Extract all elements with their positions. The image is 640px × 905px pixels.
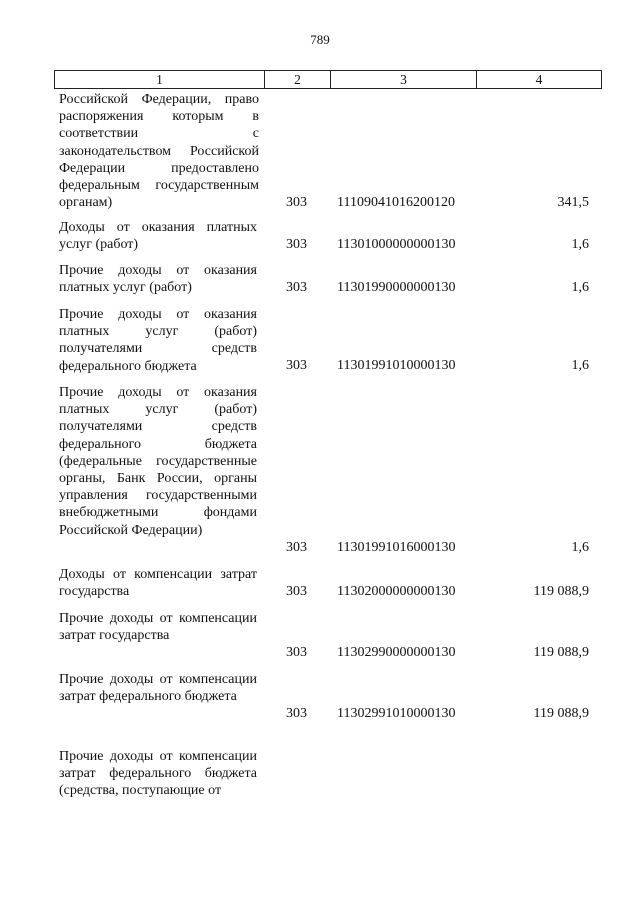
row-description: Прочие доходы от оказания платных услуг (работ) получателями средств федерального бюджета [59,307,257,374]
row-description: Прочие доходы от компенсации затрат федерального бюджета (средства, поступающие от [59,749,257,799]
kbk-code: 11301991016000130 [337,540,456,555]
kbk-code: 11301990000000130 [337,280,456,295]
row-description: Прочие доходы от компенсации затрат государства [59,611,257,644]
row-description: Доходы от оказания платных услуг (работ) [59,220,257,253]
kbk-code: 11302991010000130 [337,706,456,721]
admin-code: 303 [286,280,307,295]
amount: 1,6 [571,237,589,252]
amount: 119 088,9 [533,584,589,599]
row-description: Прочие доходы от оказания платных услуг (работ) [59,263,257,296]
table-column-header [54,70,602,89]
column-header-4: 4 [535,72,543,87]
column-header-1: 1 [55,71,265,88]
row-description: Прочие доходы от оказания платных услуг (работ) получателями средств федерального бюджета (федеральные государственные органы, Банк России, органы управления государственными внебюджетными фондами Российской Федерации) [59,385,257,538]
kbk-code: 11302990000000130 [337,645,456,660]
kbk-code: 11301000000000130 [337,237,456,252]
admin-code: 303 [286,540,307,555]
kbk-code: 11301991010000130 [337,358,456,373]
row-description: Прочие доходы от компенсации затрат федерального бюджета [59,672,257,705]
admin-code: 303 [286,237,307,252]
row-description: Российской Федерации, право распоряжения которым в соответствии с законодательством Российской Федерации предоставлено федеральным государственным органам) [59,92,259,211]
amount: 119 088,9 [533,645,589,660]
kbk-code: 11109041016200120 [337,195,455,210]
amount: 1,6 [571,280,589,295]
admin-code: 303 [286,584,307,599]
amount: 119 088,9 [533,706,589,721]
column-header-2: 2 [265,71,331,88]
admin-code: 303 [286,645,307,660]
kbk-code: 11302000000000130 [337,584,456,599]
page-number: 789 [310,32,330,47]
admin-code: 303 [286,706,307,721]
amount: 1,6 [571,540,589,555]
admin-code: 303 [286,195,307,210]
row-description: Доходы от компенсации затрат государства [59,567,257,600]
amount: 1,6 [571,358,589,373]
admin-code: 303 [286,358,307,373]
amount: 341,5 [557,195,589,210]
column-header-3: 3 [331,71,477,88]
